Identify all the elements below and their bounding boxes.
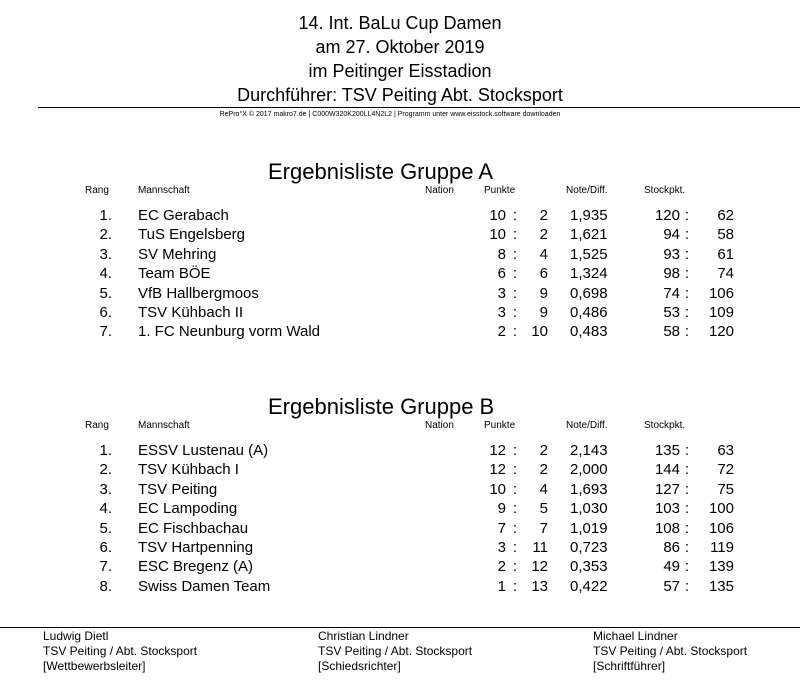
points-separator: : — [512, 461, 518, 479]
rank-cell: 8. — [99, 577, 112, 595]
points-won-cell: 2 — [497, 558, 506, 576]
col-note: Note/Diff. — [566, 420, 608, 431]
stock-against-cell: 72 — [717, 461, 734, 479]
table-row — [0, 441, 800, 460]
stock-against-cell: 58 — [717, 226, 734, 244]
points-separator: : — [512, 500, 518, 518]
stock-for-cell: 53 — [663, 304, 680, 321]
signature-club: TSV Peiting / Abt. Stocksport — [593, 644, 748, 658]
points-lost-cell: 2 — [539, 442, 548, 459]
stock-separator: : — [684, 480, 690, 498]
points-separator: : — [512, 245, 518, 263]
points-won-cell: 6 — [497, 265, 506, 283]
stock-for-cell: 57 — [663, 577, 680, 595]
stock-against-cell: 75 — [717, 480, 734, 498]
col-team: Mannschaft — [138, 420, 190, 431]
col-nation: Nation — [425, 185, 454, 196]
stock-for-cell: 94 — [663, 226, 680, 244]
team-cell: TuS Engelsberg — [138, 226, 246, 244]
points-won-cell: 3 — [497, 304, 506, 321]
team-cell: TSV Peiting — [138, 480, 218, 498]
col-points: Punkte — [484, 420, 516, 431]
event-organizer: Durchführer: TSV Peiting Abt. Stocksport — [237, 85, 563, 105]
stock-for-cell: 58 — [663, 323, 680, 341]
points-separator: : — [512, 323, 518, 341]
note-cell: 0,486 — [570, 304, 608, 321]
points-won-cell: 10 — [489, 207, 506, 224]
note-cell: 1,019 — [570, 519, 608, 537]
team-cell: ESC Bregenz (A) — [138, 558, 254, 576]
points-lost-cell: 9 — [539, 284, 548, 302]
table-row — [0, 499, 800, 518]
points-lost-cell: 6 — [539, 265, 548, 283]
note-cell: 0,353 — [570, 558, 608, 576]
stock-separator: : — [684, 323, 690, 341]
points-separator: : — [512, 226, 518, 244]
points-lost-cell: 2 — [539, 207, 548, 224]
software-credits: RePro°X © 2017 makro7.de | C000W320K200LL4N2L2 | Programm unter www.eisstock.software downloaden — [219, 111, 561, 118]
points-lost-cell: 10 — [531, 323, 548, 341]
points-won-cell: 3 — [497, 539, 506, 556]
points-separator: : — [512, 304, 518, 321]
group-a-title: Ergebnisliste Gruppe A — [268, 159, 494, 184]
stock-for-cell: 93 — [663, 245, 680, 263]
points-lost-cell: 4 — [539, 480, 548, 498]
rank-cell: 1. — [99, 442, 112, 459]
points-won-cell: 2 — [497, 323, 506, 341]
signature-block — [318, 629, 472, 674]
team-cell: EC Gerabach — [138, 207, 229, 224]
signature-club: TSV Peiting / Abt. Stocksport — [43, 644, 198, 658]
points-lost-cell: 7 — [539, 519, 548, 537]
signature-name: Michael Lindner — [593, 629, 678, 643]
stock-for-cell: 127 — [654, 480, 680, 498]
stock-against-cell: 74 — [717, 265, 734, 283]
points-separator: : — [512, 577, 518, 595]
points-separator: : — [512, 207, 518, 224]
team-cell: SV Mehring — [138, 245, 217, 263]
group-b-title: Ergebnisliste Gruppe B — [268, 394, 495, 419]
stock-for-cell: 144 — [654, 461, 680, 479]
rank-cell: 4. — [99, 265, 112, 283]
team-cell: TSV Hartpenning — [138, 539, 254, 556]
stock-against-cell: 106 — [708, 284, 734, 302]
signature-role: [Schriftführer] — [593, 659, 666, 673]
points-lost-cell: 9 — [539, 304, 548, 321]
rank-cell: 1. — [99, 207, 112, 224]
stock-separator: : — [684, 265, 690, 283]
stock-against-cell: 135 — [708, 577, 734, 595]
signature-role: [Schiedsrichter] — [318, 659, 401, 673]
table-row — [0, 284, 800, 303]
points-lost-cell: 4 — [539, 245, 548, 263]
event-title: 14. Int. BaLu Cup Damen — [298, 13, 502, 33]
stock-for-cell: 120 — [654, 207, 680, 224]
rank-cell: 2. — [99, 461, 112, 479]
team-cell: Swiss Damen Team — [138, 577, 271, 595]
table-row — [0, 577, 800, 596]
event-venue: im Peitinger Eisstadion — [308, 61, 492, 81]
header-divider — [38, 107, 800, 108]
signature-block — [43, 629, 197, 674]
stock-for-cell: 135 — [654, 442, 680, 459]
table-row — [0, 206, 800, 225]
stock-for-cell: 103 — [654, 500, 680, 518]
rank-cell: 6. — [99, 304, 112, 321]
signature-club: TSV Peiting / Abt. Stocksport — [318, 644, 473, 658]
points-separator: : — [512, 284, 518, 302]
team-cell: TSV Kühbach I — [138, 461, 239, 479]
note-cell: 0,422 — [570, 577, 608, 595]
signature-role: [Wettbewerbsleiter] — [43, 659, 146, 673]
points-lost-cell: 2 — [539, 461, 548, 479]
team-cell: Team BÖE — [138, 265, 211, 283]
col-points: Punkte — [484, 185, 516, 196]
col-stock: Stockpkt. — [644, 185, 686, 196]
stock-separator: : — [684, 461, 690, 479]
note-cell: 1,324 — [570, 265, 608, 283]
table-row — [0, 460, 800, 479]
rank-cell: 7. — [99, 323, 112, 341]
rank-cell: 5. — [99, 284, 112, 302]
points-won-cell: 8 — [497, 245, 506, 263]
note-cell: 2,000 — [570, 461, 608, 479]
note-cell: 1,935 — [570, 207, 608, 224]
table-row — [0, 519, 800, 538]
stock-against-cell: 120 — [708, 323, 734, 341]
team-cell: EC Lampoding — [138, 500, 238, 518]
stock-for-cell: 108 — [654, 519, 680, 537]
stock-against-cell: 109 — [708, 304, 734, 321]
table-row — [0, 557, 800, 576]
stock-separator: : — [684, 226, 690, 244]
col-nation: Nation — [425, 420, 454, 431]
points-separator: : — [512, 539, 518, 556]
col-team: Mannschaft — [138, 185, 190, 196]
table-row — [0, 322, 800, 341]
signature-name: Christian Lindner — [318, 629, 409, 643]
note-cell: 1,621 — [570, 226, 608, 244]
stock-against-cell: 100 — [708, 500, 734, 518]
event-date: am 27. Oktober 2019 — [315, 37, 485, 57]
rank-cell: 7. — [99, 558, 112, 576]
team-cell: VfB Hallbergmoos — [138, 284, 259, 302]
stock-separator: : — [684, 558, 690, 576]
team-cell: EC Fischbachau — [138, 519, 249, 537]
rank-cell: 5. — [99, 519, 112, 537]
rank-cell: 3. — [99, 480, 112, 498]
stock-against-cell: 139 — [708, 558, 734, 576]
col-rank: Rang — [85, 185, 109, 196]
points-separator: : — [512, 480, 518, 498]
points-won-cell: 10 — [489, 480, 506, 498]
stock-against-cell: 61 — [717, 245, 734, 263]
rank-cell: 3. — [99, 245, 112, 263]
footer-divider — [0, 627, 800, 628]
table-row — [0, 264, 800, 283]
note-cell: 2,143 — [570, 442, 608, 459]
stock-separator: : — [684, 304, 690, 321]
points-won-cell: 12 — [489, 442, 506, 459]
stock-for-cell: 86 — [663, 539, 680, 556]
stock-for-cell: 74 — [663, 284, 680, 302]
stock-separator: : — [684, 284, 690, 302]
stock-against-cell: 62 — [717, 207, 734, 224]
points-separator: : — [512, 558, 518, 576]
rank-cell: 4. — [99, 500, 112, 518]
team-cell: 1. FC Neunburg vorm Wald — [138, 323, 321, 341]
note-cell: 0,698 — [570, 284, 608, 302]
team-cell: ESSV Lustenau (A) — [138, 442, 269, 459]
stock-separator: : — [684, 539, 690, 556]
stock-separator: : — [684, 207, 690, 224]
table-row — [0, 245, 800, 264]
signature-block — [593, 629, 747, 674]
rank-cell: 6. — [99, 539, 112, 556]
note-cell: 1,030 — [570, 500, 608, 518]
points-separator: : — [512, 265, 518, 283]
points-lost-cell: 5 — [539, 500, 548, 518]
points-won-cell: 3 — [497, 284, 506, 302]
col-rank: Rang — [85, 420, 109, 431]
stock-separator: : — [684, 245, 690, 263]
rank-cell: 2. — [99, 226, 112, 244]
stock-for-cell: 49 — [663, 558, 680, 576]
table-row — [0, 538, 800, 557]
stock-against-cell: 63 — [717, 442, 734, 459]
stock-against-cell: 119 — [710, 539, 734, 556]
note-cell: 0,723 — [570, 539, 608, 556]
points-lost-cell: 12 — [531, 558, 548, 576]
note-cell: 0,483 — [570, 323, 608, 341]
table-row — [0, 303, 800, 322]
stock-for-cell: 98 — [663, 265, 680, 283]
points-won-cell: 7 — [497, 519, 506, 537]
note-cell: 1,693 — [570, 480, 608, 498]
team-cell: TSV Kühbach II — [138, 304, 244, 321]
stock-separator: : — [684, 500, 690, 518]
table-row — [0, 225, 800, 244]
points-won-cell: 10 — [489, 226, 506, 244]
points-separator: : — [512, 442, 518, 459]
stock-separator: : — [684, 577, 690, 595]
table-row — [0, 480, 800, 499]
points-lost-cell: 2 — [539, 226, 548, 244]
stock-separator: : — [684, 519, 690, 537]
col-note: Note/Diff. — [566, 185, 608, 196]
stock-separator: : — [684, 442, 690, 459]
points-won-cell: 12 — [489, 461, 506, 479]
note-cell: 1,525 — [570, 245, 608, 263]
stock-against-cell: 106 — [708, 519, 734, 537]
signature-name: Ludwig Dietl — [43, 629, 109, 643]
points-won-cell: 9 — [497, 500, 506, 518]
col-stock: Stockpkt. — [644, 420, 686, 431]
points-lost-cell: 13 — [531, 577, 548, 595]
points-lost-cell: 11 — [532, 539, 548, 556]
points-won-cell: 1 — [497, 577, 506, 595]
points-separator: : — [512, 519, 518, 537]
